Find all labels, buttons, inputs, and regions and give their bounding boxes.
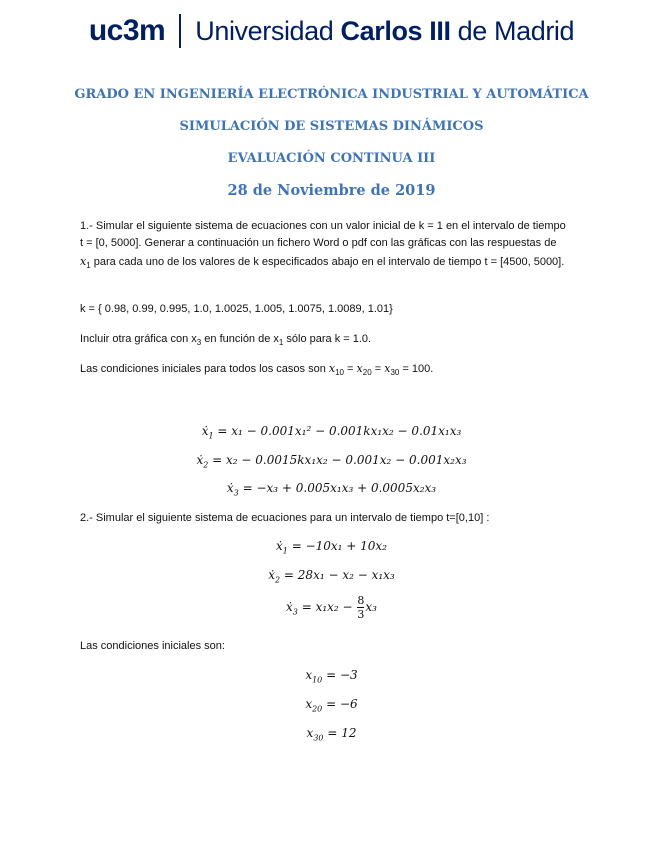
problem1-extra-plot: Incluir otra gráfica con $x_3$ en función de $x_1$ sólo para k = 1.0. (80, 333, 372, 348)
evaluation-title: EVALUACIÓN CONTINUA III (227, 151, 436, 166)
initial-x20: $x_{20} = -6$ (305, 697, 358, 714)
problem1-initial-conditions: Las condiciones iniciales para todos los casos son $x_{10} = x_{20} = x_{30} = 100$. (80, 362, 434, 378)
p2-equation-2: $ẋ_2 = 28x_1 - x_2 - x_1x_3$ (268, 568, 395, 585)
degree-title: GRADO EN INGENIERÍA ELECTRÓNICA INDUSTRIAL Y AUTOMÁTICA (74, 87, 589, 102)
exam-date: 28 de Noviembre de 2019 (227, 182, 436, 199)
p1-equation-1: $ẋ_1 = x_1 - 0.001x_1^2 - 0.001kx_1x_2 - 0.01x_1x_3$ (201, 424, 462, 441)
k-values: k = { 0.98, 0.99, 0.995, 1.0, 1.0025, 1.005, 1.0075, 1.0089, 1.01} (80, 303, 393, 315)
p2-equation-3: $ẋ_3 = x_1x_2$ − $\frac{8}{3}$ x₃ (286, 594, 377, 621)
fraction-8-3: $\frac{8}{3}$ (357, 594, 365, 621)
university-logo (0, 14, 663, 48)
problem2-statement: 2.- Simular el siguiente sistema de ecuaciones para un intervalo de tiempo t=[0,10] : (80, 512, 490, 524)
problem2-initial-conditions-label: Las condiciones iniciales son: (80, 640, 225, 652)
p2-equation-1: $ẋ_1 = -10x_1 + 10x_2$ (276, 539, 387, 556)
initial-x30: $x_{30} = 12$ (306, 726, 357, 743)
university-name: Universidad Carlos III de Madrid (195, 15, 575, 46)
uc3m-logo-text: uc3m (88, 14, 166, 47)
p1-equation-2: $ẋ_2 = x_2 - 0.0015kx_1x_2 - 0.001x_2 - 0.001x_2x_3$ (196, 453, 467, 470)
initial-x10: $x_{10} = -3$ (305, 668, 358, 685)
p1-equation-3: $ẋ_3 = -x_3 + 0.005x_1x_3 + 0.0005x_2x_3$ (226, 481, 437, 498)
problem1-statement: 1.- Simular el siguiente sistema de ecuaciones con un valor inicial de k = 1 en el intervalo de tiempo t = [0, 5000]. Generar a continuación un fichero Word o pdf con las gráficas con las respuestas de $x_1$ para cada uno de los valores de k especificados abajo en el intervalo de tiempo t = [4500, 5000]. (80, 220, 566, 270)
course-title: SIMULACIÓN DE SISTEMAS DINÁMICOS (179, 119, 484, 134)
logo-divider (179, 14, 181, 48)
